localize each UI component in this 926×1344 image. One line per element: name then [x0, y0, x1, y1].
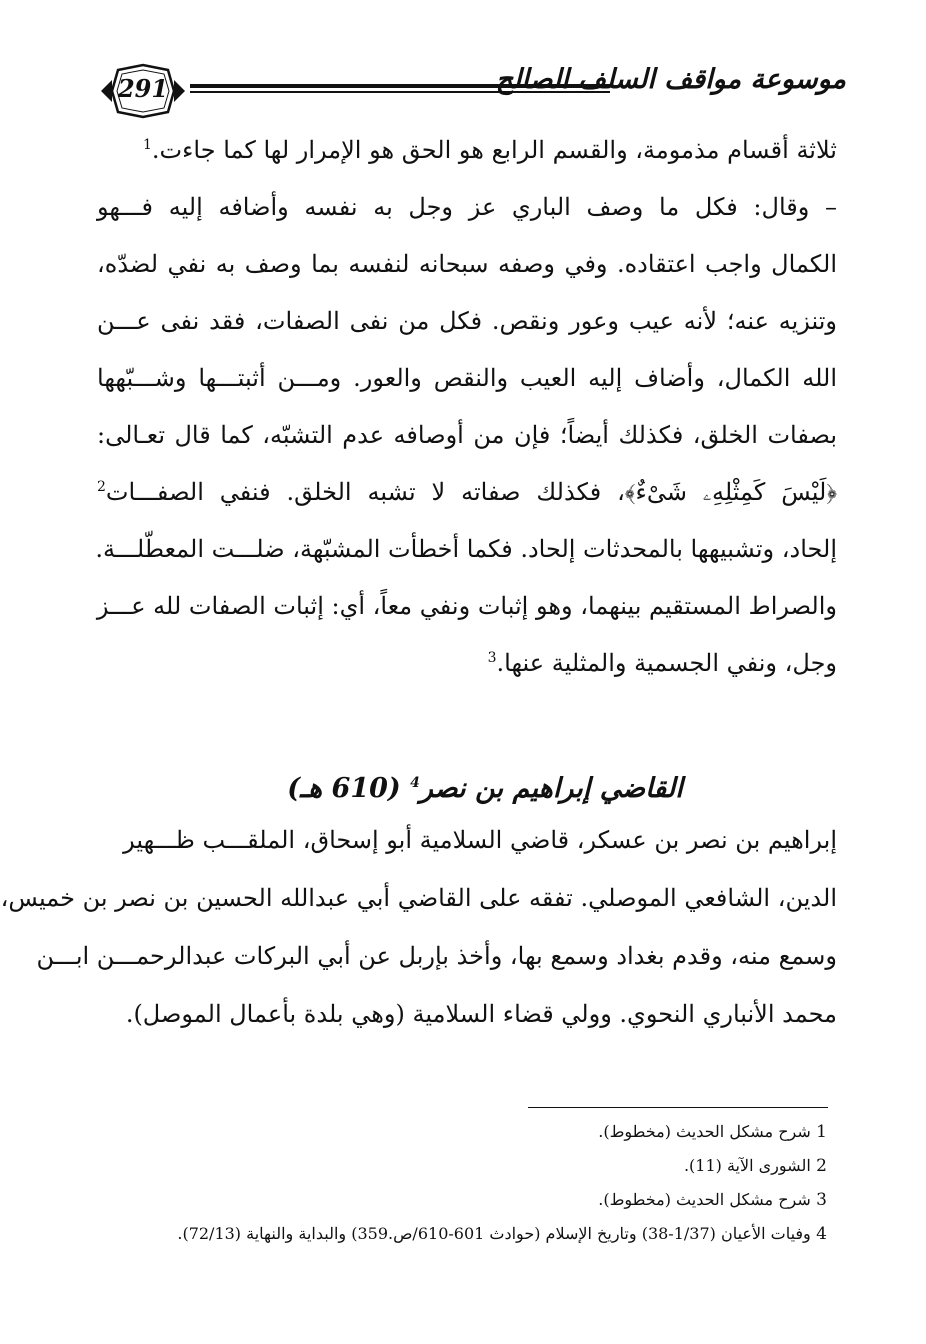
text-line: [97, 301, 837, 341]
text-line: [97, 415, 837, 455]
text-line: [97, 187, 837, 227]
text-line-content: – وقال: فكل ما وصف الباري عز وجل به نفسه وأضافه إليه فـــهو: [97, 193, 837, 221]
section-heading: [220, 773, 750, 804]
page-number: 291: [117, 74, 169, 103]
footnote-number: 2: [810, 1156, 827, 1176]
footnote-ref-1: 1: [143, 137, 152, 153]
text-line: [97, 586, 837, 626]
footnote-ref-4: 4: [410, 775, 420, 791]
footnote-divider: [528, 1107, 828, 1108]
text-line-content: والصراط المستقيم بينهما، وهو إثبات ونفي معاً، أي: إثبات الصفات لله عـــز: [96, 592, 837, 620]
text-line-content: وتنزيه عنه؛ لأنه عيب وعور ونقص. فكل من نفى الصفات، فقد نفى عـــن: [97, 307, 837, 335]
text-line: وسمع منه، وقدم بغداد وسمع بها، وأخذ بإربل عن أبي البركات عبدالرحمـــن ابـــن: [36, 942, 837, 970]
footnote-ref-3: 3: [487, 650, 497, 666]
footnote-text: الشورى الآية (11).: [683, 1156, 811, 1175]
text-line-content: ﴿لَيْسَ كَمِثْلِهِۦ شَىْءٌ﴾، فكذلك صفاته لا تشبه الخلق. فنفي الصفـــات: [105, 478, 837, 506]
page-header: [98, 62, 846, 132]
footnote-item: [100, 1120, 827, 1144]
footnote-ref-2: 2: [97, 479, 106, 495]
footnote-number: 1: [810, 1122, 827, 1142]
page-number-badge: [98, 62, 188, 120]
section-heading-year: (610 هـ): [287, 773, 401, 804]
text-line: محمد الأنباري النحوي. وولي قضاء السلامية (وهي بلدة بأعمال الموصل).: [125, 1000, 837, 1028]
footnote-text: وفيات الأعيان (1/37-38) وتاريخ الإسلام (حوادث 601-610/ص.359) والبداية والنهاية (72/13).: [177, 1224, 811, 1243]
footnote-item: [100, 1222, 827, 1246]
footnote-item: [100, 1188, 827, 1212]
footnote-number: 4: [810, 1224, 827, 1244]
section-heading-title: القاضي إبراهيم بن نصر: [419, 773, 683, 804]
text-line-content: ثلاثة أقسام مذمومة، والقسم الرابع هو الحق هو الإمرار لها كما جاءت.: [151, 136, 837, 164]
text-line: [97, 130, 837, 170]
text-line: [97, 358, 837, 398]
text-line: [97, 244, 837, 284]
text-line-content: الله الكمال، وأضاف إليه العيب والنقص والعور. ومـــن أثبتـــها وشـــبّهها: [97, 364, 837, 392]
text-line: [97, 529, 837, 569]
text-line: الدين، الشافعي الموصلي. تفقه على القاضي أبي عبدالله الحسين بن نصر بن خميس،: [0, 884, 837, 912]
text-line-content: وجل، ونفي الجسمية والمثلية عنها.: [496, 649, 837, 677]
text-line: [97, 643, 837, 683]
book-title: موسوعة مواقف السلف الصالح: [495, 64, 846, 95]
text-line-content: الكمال واجب اعتقاده. وفي وصفه سبحانه لنفسه بما وصف به نفي لضدّه،: [97, 250, 837, 278]
text-line: [97, 472, 837, 512]
footnote-item: [100, 1154, 827, 1178]
footnote-number: 3: [810, 1190, 827, 1210]
footnote-text: شرح مشكل الحديث (مخطوط).: [598, 1190, 811, 1209]
text-line: إبراهيم بن نصر بن عسكر، قاضي السلامية أبو إسحاق، الملقـــب ظـــهير: [123, 826, 837, 854]
text-line-content: إلحاد، وتشبيهها بالمحدثات إلحاد. فكما أخطأت المشبّهة، ضلـــت المعطّلـــة.: [95, 535, 837, 563]
footnote-text: شرح مشكل الحديث (مخطوط).: [598, 1122, 811, 1141]
text-line-content: بصفات الخلق، فكذلك أيضاً؛ فإن من أوصافه عدم التشبّه، كما قال تعـالى:: [97, 421, 837, 449]
